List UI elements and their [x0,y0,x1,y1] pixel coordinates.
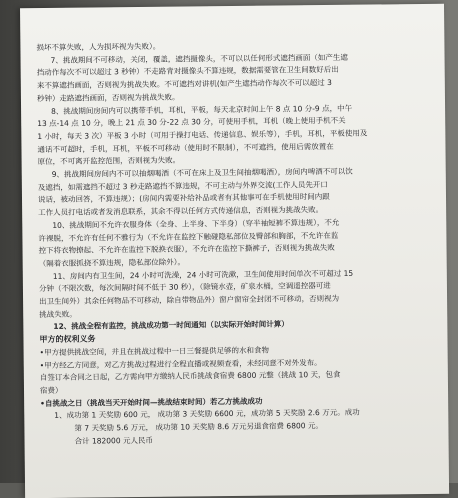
text-line: 10、挑战期间不允许衣服身体（全身、上半身、下半身）（穿半袖短裤不算违规），不允 [52,217,340,230]
text-line: 宿费） [39,385,63,396]
text-line: （隔着衣服抓挠不算违规，隐私部位除外）。 [38,257,185,268]
text-line: 及遮挡，如需遮挡不超过 3 秒走路遮挡不算违规，不可主动与外界交流(工作人员先开口 [37,179,328,192]
text-line: 1、成功第 1 天奖励 600 元， 成功第 3 天奖励 6600 元，成功第 5 天奖励 2.6 万元。成功 [54,408,360,421]
contract-text [36,38,434,449]
text-line: 说话，被动回答，不算违规）；(房间内需要补给补品或者有其他事可在手机使用时间内跟 [37,192,330,205]
text-line: 12、挑战全程有监控，挑战成功第一时间通知（以实际开始时间计算） [53,319,289,332]
text-line: 来不算遮挡画面，否则视为挑战失败。不可遮挡对讲机(如产生遮挡动作每次不可以超过 3 [36,78,332,91]
text-line: 通话不可超时，手机，耳机，平板不可移动（使用时不限制），不可遮挡，使用后需放置在 [37,141,334,154]
text-line: 出卫生间外）其余任何物品不可移动，除自带物品外）窗户窗帘全封闭不可移动，否则视为 [39,293,340,307]
text-line: 第 7 天奖励 5.6 万元， 成功第 10 天奖励 8.6 万元另退食宿费 6800 元。 [74,421,323,433]
text-line: 自签订本合同之日起，乙方需向甲方缴纳人民币挑战食宿费 6800 元整（挑战 10 天，包食 [39,370,341,383]
text-line: 挡动作每次不可以超过 3 秒钟）不走路背对摄像头不算违规，数据需要管在卫生间数好后出 [36,65,339,78]
text-line: 秒钟）走路遮挡画面，否则视为挑战失败。 [36,92,180,103]
text-line: •自挑战之日（挑战当天开始时间—挑战结束时间）若乙方挑战成功 [40,396,263,408]
text-line: 合计 182000 元人民币 [74,435,153,446]
text-line: 1 小时，每天 3 次）平板 3 小时（可用于操打电话、传递信息、娱乐等），手机，耳机，平板使用及 [37,128,368,141]
text-line: 挑战失败。 [39,309,77,319]
text-line: 许裸脱，不允许有任何不雅行为（不允许在监控下触碰隐私部位及臀部和胸部，不允许在监 [38,230,339,243]
text-line: 控下将衣物撩起、不允许在监控下脱换衣服），不允许在监控下撕裤子，否则视为挑战失败 [38,243,335,256]
text-line: 工作人员打电话或者发消息联系，其余不得以任何方式传递信息，否则视为挑战失败。 [38,205,324,218]
text-line: 损坏不算失败，人为损坏视为失败）。 [36,41,161,53]
text-line: 甲方的权利义务 [39,334,96,345]
text-line: 11、房间内有卫生间，24 小时可洗澡，24 小时可洗漱，卫生间使用时间单次不可超过 15 [52,268,354,281]
text-line: 7、挑战期间不可移动，关闭，覆盖，遮挡摄像头，不可以以任何形式遮挡画面（如产生遮 [50,52,348,65]
text-line: 原位，不可离开监控范围，否则视为失败。 [37,155,181,167]
text-line: 8、挑战期间房间内可以携带手机，耳机，平板，每天北京时间上午 8 点 10 分-9 点，中午 [51,103,353,116]
text-line: •甲方经乙方同意，对乙方挑战过程进行全程直播或视频查看，未经同意不对外发布。 [39,357,322,370]
text-line: 13 点-14 点 10 分，晚上 21 点 30 分-22 点 30 分，可使用手机，耳机（晚上使用手机不关 [37,116,346,129]
text-line: 9、挑战期间房间内不可以抽烟喝酒（不可在床上及卫生间抽烟喝酒），房间内啤酒不可以饮 [51,166,353,179]
text-line: 分钟（不限次数，每次间隔时间不低于 30 秒），（除镜水壶，矿泉水桶，空调遥控器可进 [38,281,331,294]
text-line: •甲方提供挑战空间，并且在挑战过程中一日三餐提供足够的水和食物 [39,345,270,357]
contract-page [20,4,449,498]
